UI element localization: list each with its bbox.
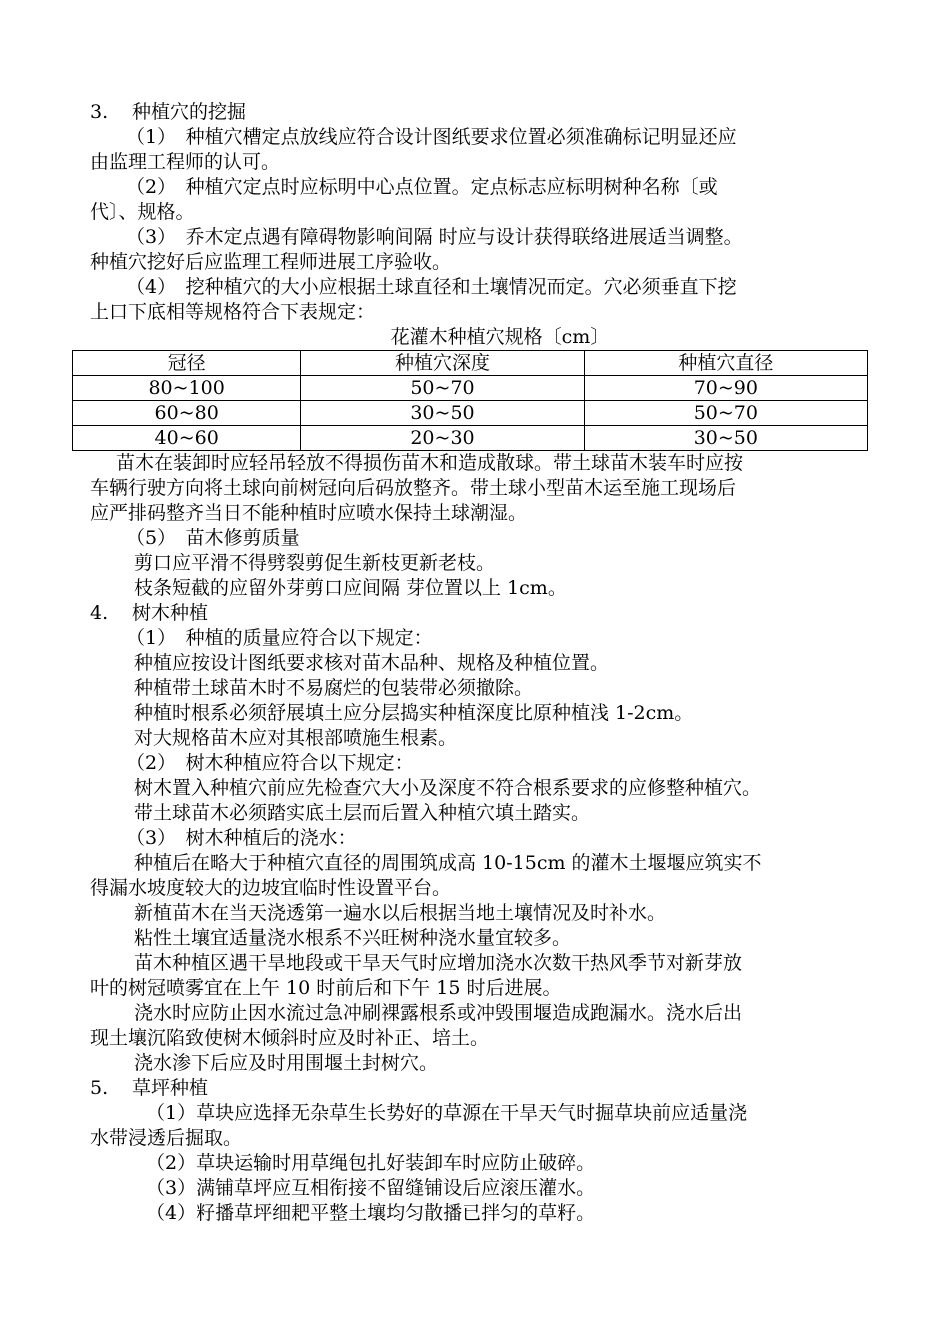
paragraph-line: （3） 乔木定点遇有障碍物影响间隔 时应与设计获得联络进展适当调整。 <box>126 226 743 248</box>
subsection-title: （2） 树木种植应符合以下规定： <box>126 752 414 774</box>
paragraph-line: 叶的树冠喷雾宜在上午 10 时前后和下午 15 时后进展。 <box>90 977 562 999</box>
document-body <box>90 100 870 1226</box>
table-cell: 60~80 <box>73 401 301 426</box>
paragraph-line: 得漏水坡度较大的边坡宜临时性设置平台。 <box>90 877 452 899</box>
section-heading-4 <box>90 601 870 626</box>
list-item: （2）草块运输时用草绳包扎好装卸车时应防止破碎。 <box>146 1152 596 1174</box>
section-number: 3. <box>90 101 109 123</box>
paragraph-line: 种植应按设计图纸要求核对苗木品种、规格及种植位置。 <box>134 652 610 674</box>
paragraph-line: 带土球苗木必须踏实底土层而后置入种植穴填土踏实。 <box>134 802 591 824</box>
paragraph-line: 苗木种植区遇干旱地段或干旱天气时应增加浇水次数干热风季节对新芽放 <box>134 952 743 974</box>
table-row <box>73 401 868 426</box>
table-header-cell: 冠径 <box>73 351 301 376</box>
section-title: 草坪种植 <box>132 1077 209 1099</box>
section-title: 树木种植 <box>132 602 209 624</box>
subsection-title: （1） 种植的质量应符合以下规定： <box>126 627 433 649</box>
paragraph-line: 由监理工程师的认可。 <box>90 151 281 173</box>
subsection-title: （3） 树木种植后的浇水： <box>126 827 357 849</box>
table-header-cell: 种植穴深度 <box>301 351 584 376</box>
paragraph-line: 上口下底相等规格符合下表规定： <box>90 301 376 323</box>
section-number: 5. <box>90 1077 109 1099</box>
paragraph-line: （2） 种植穴定点时应标明中心点位置。定点标志应标明树种名称〔或 <box>126 176 718 198</box>
section-number: 4. <box>90 602 109 624</box>
paragraph-line: 应严排码整齐当日不能种植时应喷水保持土球潮湿。 <box>90 502 528 524</box>
table-row <box>73 376 868 401</box>
table-cell: 30~50 <box>301 401 584 426</box>
planting-pit-spec-table <box>72 350 868 451</box>
section-heading-5 <box>90 1076 870 1101</box>
table-cell: 20~30 <box>301 426 584 451</box>
subsection-title: （5） 苗木修剪质量 <box>126 527 300 549</box>
paragraph-line: 种植后在略大于种植穴直径的周围筑成高 10-15cm 的灌木土堰堰应筑实不 <box>134 852 762 874</box>
table-row <box>73 426 868 451</box>
paragraph-line: 枝条短截的应留外芽剪口应间隔 芽位置以上 1cm。 <box>134 577 567 599</box>
table-caption: 花灌木种植穴规格〔cm〕 <box>390 326 610 348</box>
paragraph-line: 种植时根系必须舒展填土应分层捣实种植深度比原种植浅 1-2cm。 <box>134 702 694 724</box>
paragraph-line: 苗木在装卸时应轻吊轻放不得损伤苗木和造成散球。带土球苗木装车时应按 <box>116 452 744 474</box>
paragraph-line: 剪口应平滑不得劈裂剪促生新枝更新老枝。 <box>134 552 496 574</box>
paragraph-line: 车辆行驶方向将土球向前树冠向后码放整齐。带土球小型苗木运至施工现场后 <box>90 477 737 499</box>
paragraph-line: 树木置入种植穴前应先检查穴大小及深度不符合根系要求的应修整种植穴。 <box>134 777 762 799</box>
paragraph-line: 对大规格苗木应对其根部喷施生根素。 <box>134 727 458 749</box>
paragraph-line: 种植带土球苗木时不易腐烂的包装带必须撤除。 <box>134 677 534 699</box>
table-cell: 80~100 <box>73 376 301 401</box>
table-cell: 50~70 <box>301 376 584 401</box>
paragraph-line: 粘性土壤宜适量浇水根系不兴旺树种浇水量宜较多。 <box>134 927 572 949</box>
list-item: （3）满铺草坪应互相衔接不留缝铺设后应滚压灌水。 <box>146 1177 596 1199</box>
list-item: （4）籽播草坪细耙平整土壤均匀散播已拌匀的草籽。 <box>146 1202 596 1224</box>
table-header-row <box>73 351 868 376</box>
paragraph-line: 代〕、规格。 <box>90 201 195 223</box>
section-heading-3 <box>90 100 870 125</box>
table-cell: 40~60 <box>73 426 301 451</box>
paragraph-line: 现土壤沉陷致使树木倾斜时应及时补正、培土。 <box>90 1027 490 1049</box>
table-cell: 50~70 <box>584 401 867 426</box>
table-cell: 30~50 <box>584 426 867 451</box>
section-title: 种植穴的挖掘 <box>132 101 247 123</box>
paragraph-line: （4） 挖种植穴的大小应根据土球直径和土壤情况而定。穴必须垂直下挖 <box>126 276 737 298</box>
paragraph-line: 浇水渗下后应及时用围堰土封树穴。 <box>134 1052 439 1074</box>
table-header-cell: 种植穴直径 <box>584 351 867 376</box>
paragraph-line: 水带浸透后掘取。 <box>90 1127 243 1149</box>
paragraph-line: 新植苗木在当天浇透第一遍水以后根据当地土壤情况及时补水。 <box>134 902 667 924</box>
list-item: （1）草块应选择无杂草生长势好的草源在干旱天气时掘草块前应适量浇 <box>146 1102 748 1124</box>
paragraph-line: （1） 种植穴槽定点放线应符合设计图纸要求位置必须准确标记明显还应 <box>126 126 737 148</box>
paragraph-line: 种植穴挖好后应监理工程师进展工序验收。 <box>90 251 452 273</box>
paragraph-line: 浇水时应防止因水流过急冲刷裸露根系或冲毁围堰造成跑漏水。浇水后出 <box>134 1002 743 1024</box>
table-cell: 70~90 <box>584 376 867 401</box>
